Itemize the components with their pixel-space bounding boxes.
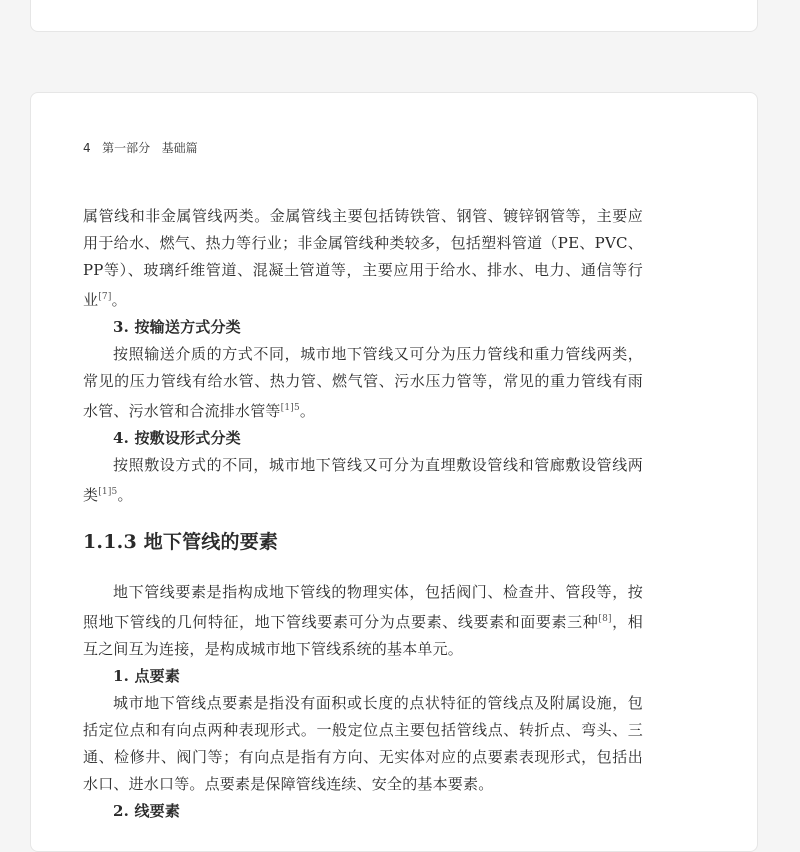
citation[interactable]: [1]5 <box>98 487 118 497</box>
section-title: 1.1.3 地下管线的要素 <box>83 531 279 553</box>
paragraph: 城市地下管线点要素是指没有面积或长度的点状特征的管线点及附属设施，包括定位点和有向点两种表现形式。一般定位点主要包括管线点、转折点、弯头、三通、检修井、阀门等；有向点是指有方向、无实体对应的点要素表现形式，包括出水口、进水口等。点要素是保障管线连续、安全的基本要素。 <box>83 694 643 793</box>
subheading: 4. 按敷设形式分类 <box>113 429 241 447</box>
subheading: 3. 按输送方式分类 <box>113 318 241 336</box>
part-label: 第一部分 <box>102 141 151 155</box>
citation[interactable]: [8] <box>598 614 612 624</box>
citation[interactable]: [1]5 <box>280 403 300 413</box>
paragraph: 按照敷设方式的不同，城市地下管线又可分为直埋敷设管线和管廊敷设管线两类$^{[1]5}$。 <box>83 456 643 504</box>
paragraph: 属管线和非金属管线两类。金属管线主要包括铸铁管、钢管、镀锌钢管等，主要应用于给水、燃气、热力等行业；非金属管线种类较多，包括塑料管道（PE、PVC、PP等）、玻璃纤维管道、混凝土管道等，主要应用于给水、排水、电力、通信等行业[7]。 <box>83 207 643 309</box>
page-card <box>30 92 758 852</box>
scrollbar[interactable] <box>790 0 800 800</box>
previous-page-card <box>30 0 758 32</box>
running-header <box>83 139 198 156</box>
citation[interactable]: [7] <box>98 292 112 302</box>
part-title: 基础篇 <box>161 141 198 155</box>
paragraph: 地下管线要素是指构成地下管线的物理实体，包括阀门、检查井、管段等，按照地下管线的几何特征，地下管线要素可分为点要素、线要素和面要素三种[8]，相互之间互为连接，是构成城市地下管线系统的基本单元。 <box>83 583 644 658</box>
body-text <box>83 203 643 825</box>
paragraph: 按照输送介质的方式不同，城市地下管线又可分为压力管线和重力管线两类，常见的压力管线有给水管、热力管、燃气管、污水压力管等，常见的重力管线有雨水管、污水管和合流排水管等$^{[1]5}$。 <box>83 345 643 420</box>
subheading: 1. 点要素 <box>113 667 181 685</box>
page-number: 4 <box>83 141 91 155</box>
subheading: 2. 线要素 <box>113 802 181 820</box>
